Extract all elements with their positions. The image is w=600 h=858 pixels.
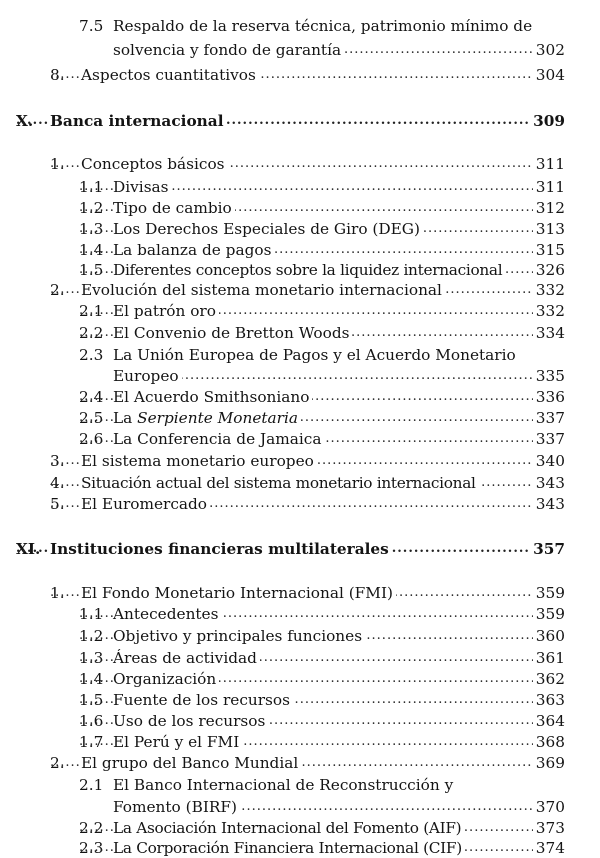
toc-entry-2-4 — [79, 387, 565, 407]
toc-entry-xi-2-1 — [79, 775, 103, 795]
toc-page: 363 — [533, 690, 565, 710]
toc-title: Fuente de los recursos — [113, 690, 293, 710]
toc-page: 337 — [533, 408, 565, 428]
toc-number: 1.4 — [79, 241, 104, 259]
toc-number: XI. — [16, 540, 41, 558]
toc-title: Antecedentes — [113, 604, 221, 624]
toc-title: La balanza de pagos — [113, 240, 274, 260]
toc-number: 1.4 — [79, 670, 104, 688]
toc-entry-3 — [50, 451, 565, 471]
toc-number: 1.2 — [79, 627, 104, 645]
toc-number: 2. — [50, 281, 65, 299]
toc-number: 1.5 — [79, 261, 104, 279]
toc-page: 368 — [533, 732, 565, 752]
toc-entry-7-5-cont — [113, 40, 565, 60]
toc-title: El Banco Internacional de Reconstrucción y — [113, 776, 454, 794]
toc-title: El Acuerdo Smithsoniano — [113, 387, 312, 407]
toc-title: Banca internacional — [50, 111, 227, 131]
toc-title: Fomento (BIRF) — [113, 797, 240, 817]
toc-entry-xi-1-1 — [79, 604, 565, 624]
toc-number: 2.3 — [79, 346, 104, 364]
toc-number: 2. — [50, 754, 65, 772]
toc-page: 309 — [530, 111, 565, 131]
toc-title: La Unión Europea de Pagos y el Acuerdo Monetario — [113, 346, 516, 364]
toc-title: Áreas de actividad — [113, 648, 260, 668]
toc-title: La Conferencia de Jamaica — [113, 429, 324, 449]
toc-title: La Asociación Internacional del Fomento (AIF) — [113, 818, 464, 838]
toc-title: El grupo del Banco Mundial — [81, 753, 301, 773]
toc-title: Divisas — [113, 177, 172, 197]
toc-entry-2-6 — [79, 429, 565, 449]
toc-number: 1.5 — [79, 691, 104, 709]
toc-number: X. — [16, 112, 34, 130]
toc-number: 4. — [50, 474, 65, 492]
toc-entry-7-5 — [79, 16, 103, 36]
toc-entry-1-1 — [79, 177, 565, 197]
toc-title: Tipo de cambio — [113, 198, 235, 218]
toc-number: 1. — [50, 155, 65, 173]
toc-entry-xi-2-1-cont — [113, 797, 565, 817]
toc-entry-xi-2-2 — [79, 818, 565, 838]
toc-title-prefix: La — [113, 409, 138, 427]
toc-number: 5. — [50, 495, 65, 513]
toc-entry-2 — [50, 280, 565, 300]
toc-page: 326 — [533, 260, 565, 280]
toc-title: Conceptos básicos — [81, 154, 228, 174]
toc-number: 1.2 — [79, 199, 104, 217]
toc-entry-2-3-cont — [113, 366, 565, 386]
toc-entry-1-5 — [79, 260, 565, 280]
toc-page: 359 — [533, 604, 565, 624]
toc-title: Organización — [113, 669, 219, 689]
toc-number: 2.4 — [79, 388, 104, 406]
toc-number: 2.2 — [79, 819, 104, 837]
toc-page: 313 — [533, 219, 565, 239]
toc-number: 1.7 — [79, 733, 104, 751]
toc-page: 343 — [533, 473, 565, 493]
toc-entry-1-2 — [79, 198, 565, 218]
toc-number: 2.2 — [79, 324, 104, 342]
toc-number: 1.6 — [79, 712, 104, 730]
toc-number: 8. — [50, 66, 65, 84]
toc-entry-8 — [50, 65, 565, 85]
toc-number: 1.3 — [79, 220, 104, 238]
toc-title: Los Derechos Especiales de Giro (DEG) — [113, 219, 423, 239]
toc-entry-2-1 — [79, 301, 565, 321]
toc-entry-xi-1-6 — [79, 711, 565, 731]
toc-page: 334 — [533, 323, 565, 343]
toc-entry-xi-2-3 — [79, 838, 565, 858]
toc-page: 373 — [533, 818, 565, 838]
toc-number: 2.1 — [79, 776, 104, 794]
toc-title: El sistema monetario europeo — [81, 451, 317, 471]
toc-title: Diferentes conceptos sobre la liquidez internacional — [113, 260, 505, 280]
toc-entry-1-4 — [79, 240, 565, 260]
toc-entry-xi-2 — [50, 753, 565, 773]
toc-title: Aspectos cuantitativos — [81, 65, 259, 85]
toc-entry-xi-1-3 — [79, 648, 565, 668]
toc-page: 360 — [533, 626, 565, 646]
toc-entry-1 — [50, 154, 565, 174]
toc-page: 359 — [533, 583, 565, 603]
toc-entry-1-3 — [79, 219, 565, 239]
toc-page: 311 — [533, 177, 565, 197]
toc-page: 312 — [533, 198, 565, 218]
toc-entry-xi-1-4 — [79, 669, 565, 689]
toc-page: 304 — [533, 65, 565, 85]
toc-number: 2.6 — [79, 430, 104, 448]
toc-chapter-x — [16, 111, 565, 131]
toc-entry-2-5 — [79, 408, 565, 428]
toc-page: 337 — [533, 429, 565, 449]
toc-entry-5 — [50, 494, 565, 514]
toc-page: 311 — [533, 154, 565, 174]
toc-title: Uso de los recursos — [113, 711, 268, 731]
toc-page: 302 — [533, 40, 565, 60]
toc-title: La Corporación Financiera Internacional (CIF) — [113, 838, 465, 858]
toc-entry-xi-1-2 — [79, 626, 565, 646]
toc-number: 3. — [50, 452, 65, 470]
toc-title: Instituciones financieras multilaterales — [50, 539, 392, 559]
toc-page: 370 — [533, 797, 565, 817]
toc-number: 2.3 — [79, 839, 104, 857]
toc-number: 1.3 — [79, 649, 104, 667]
toc-page: 374 — [533, 838, 565, 858]
toc-chapter-xi — [16, 539, 565, 559]
toc-page: 332 — [533, 280, 565, 300]
toc-page: 361 — [533, 648, 565, 668]
toc-title-italic: Serpiente Monetaria — [137, 409, 299, 427]
toc-title: El Convenio de Bretton Woods — [113, 323, 352, 343]
toc-entry-xi-1 — [50, 583, 565, 603]
toc-page: 336 — [533, 387, 565, 407]
toc-page: 362 — [533, 669, 565, 689]
toc-entry-2-3 — [79, 345, 103, 365]
toc-entry-2-2 — [79, 323, 565, 343]
toc-title: Respaldo de la reserva técnica, patrimonio mínimo de — [113, 17, 533, 35]
toc-page: 357 — [530, 539, 565, 559]
toc-entry-xi-1-5 — [79, 690, 565, 710]
toc-title: El Euromercado — [81, 494, 210, 514]
toc-page: 332 — [533, 301, 565, 321]
toc-number: 1.1 — [79, 178, 104, 196]
toc-number: 7.5 — [79, 17, 104, 35]
toc-title: Europeo — [113, 366, 182, 386]
toc-title: El Perú y el FMI — [113, 732, 242, 752]
toc-page: 315 — [533, 240, 565, 260]
toc-entry-xi-1-7 — [79, 732, 565, 752]
toc-title — [113, 408, 301, 428]
toc-title: Situación actual del sistema monetario internacional — [81, 473, 479, 493]
toc-page: 343 — [533, 494, 565, 514]
toc-page: 364 — [533, 711, 565, 731]
toc-number: 2.1 — [79, 302, 104, 320]
toc-title: El patrón oro — [113, 301, 219, 321]
toc-number: 1.1 — [79, 605, 104, 623]
toc-entry-4 — [50, 473, 565, 493]
toc-page: 340 — [533, 451, 565, 471]
toc-title: Evolución del sistema monetario internacional — [81, 280, 445, 300]
toc-number: 2.5 — [79, 409, 104, 427]
toc-page: 335 — [533, 366, 565, 386]
toc-title: solvencia y fondo de garantía — [113, 40, 344, 60]
toc-page: 369 — [533, 753, 565, 773]
toc-number: 1. — [50, 584, 65, 602]
toc-title: El Fondo Monetario Internacional (FMI) — [81, 583, 396, 603]
toc-title: Objetivo y principales funciones — [113, 626, 365, 646]
